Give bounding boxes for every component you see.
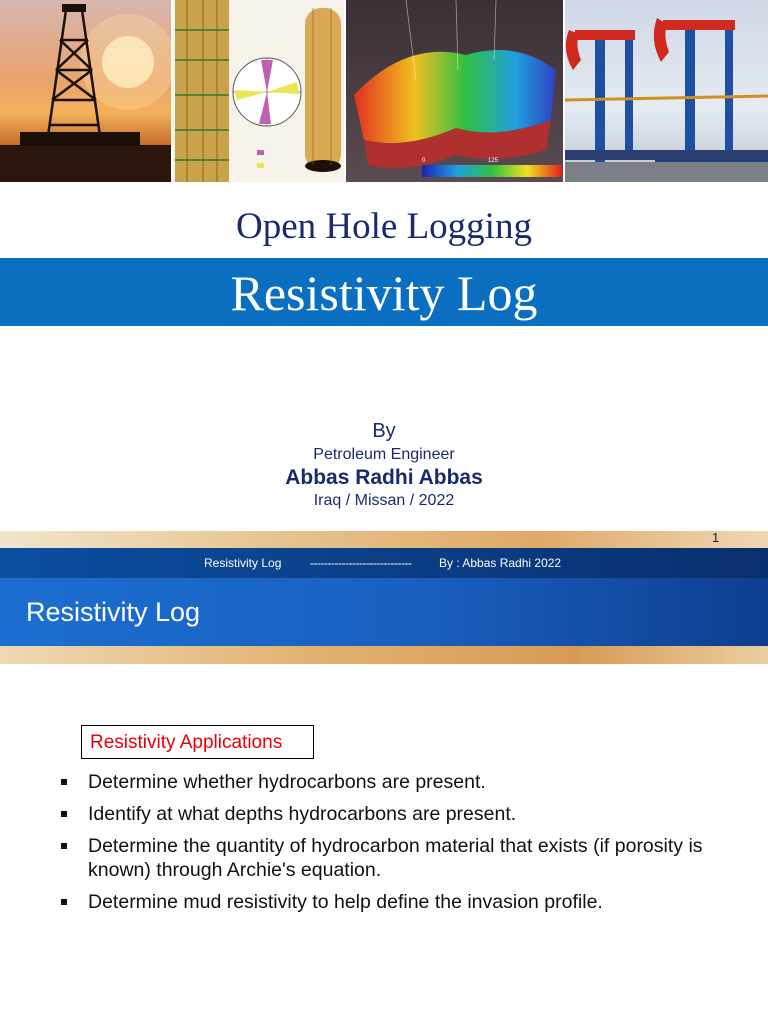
colorbar-min-label: 0 xyxy=(422,158,426,164)
colorbar-max-label: 125 xyxy=(488,158,499,164)
author-role: Petroleum Engineer xyxy=(313,446,455,463)
bullet-text: Determine the quantity of hydrocarbon material that exists (if porosity is known) through Archie's equation. xyxy=(88,835,703,881)
header-dashes: ----------------------------- xyxy=(310,556,412,570)
cover-subtitle: Open Hole Logging xyxy=(236,206,532,247)
slide-title: Resistivity Log xyxy=(26,597,201,627)
resistivity-applications-box xyxy=(81,725,314,759)
header-right-text: By : Abbas Radhi 2022 xyxy=(439,556,562,570)
log-rose-diagram xyxy=(171,0,344,182)
author-place-year: Iraq / Missan / 2022 xyxy=(313,492,455,509)
list-item xyxy=(58,802,738,826)
bullet-text: Identify at what depths hydrocarbons are present. xyxy=(88,803,517,825)
author-name: Abbas Radhi Abbas xyxy=(285,466,483,489)
page-number: 1 xyxy=(712,530,720,545)
oil-rig-photo xyxy=(0,0,171,182)
list-item xyxy=(58,890,738,914)
banner-images xyxy=(0,0,768,182)
by-label: By xyxy=(372,420,396,442)
list-item xyxy=(58,770,738,794)
bullet-text: Determine mud resistivity to help define the invasion profile. xyxy=(88,891,603,913)
gold-stripe-bottom xyxy=(0,646,768,664)
applications-list xyxy=(58,770,738,922)
bullet-square-icon xyxy=(61,899,67,905)
list-item xyxy=(58,834,738,882)
pumpjacks-photo xyxy=(563,0,768,182)
bullet-square-icon xyxy=(61,843,67,849)
cover-title: Resistivity Log xyxy=(230,265,538,321)
bullet-square-icon xyxy=(61,779,67,785)
bullet-text: Determine whether hydrocarbons are present. xyxy=(88,771,486,793)
bullet-square-icon xyxy=(61,811,67,817)
box-label: Resistivity Applications xyxy=(90,732,283,753)
gold-stripe-top xyxy=(0,531,768,548)
reservoir-model-3d xyxy=(344,0,563,182)
header-left-text: Resistivity Log xyxy=(204,556,282,570)
